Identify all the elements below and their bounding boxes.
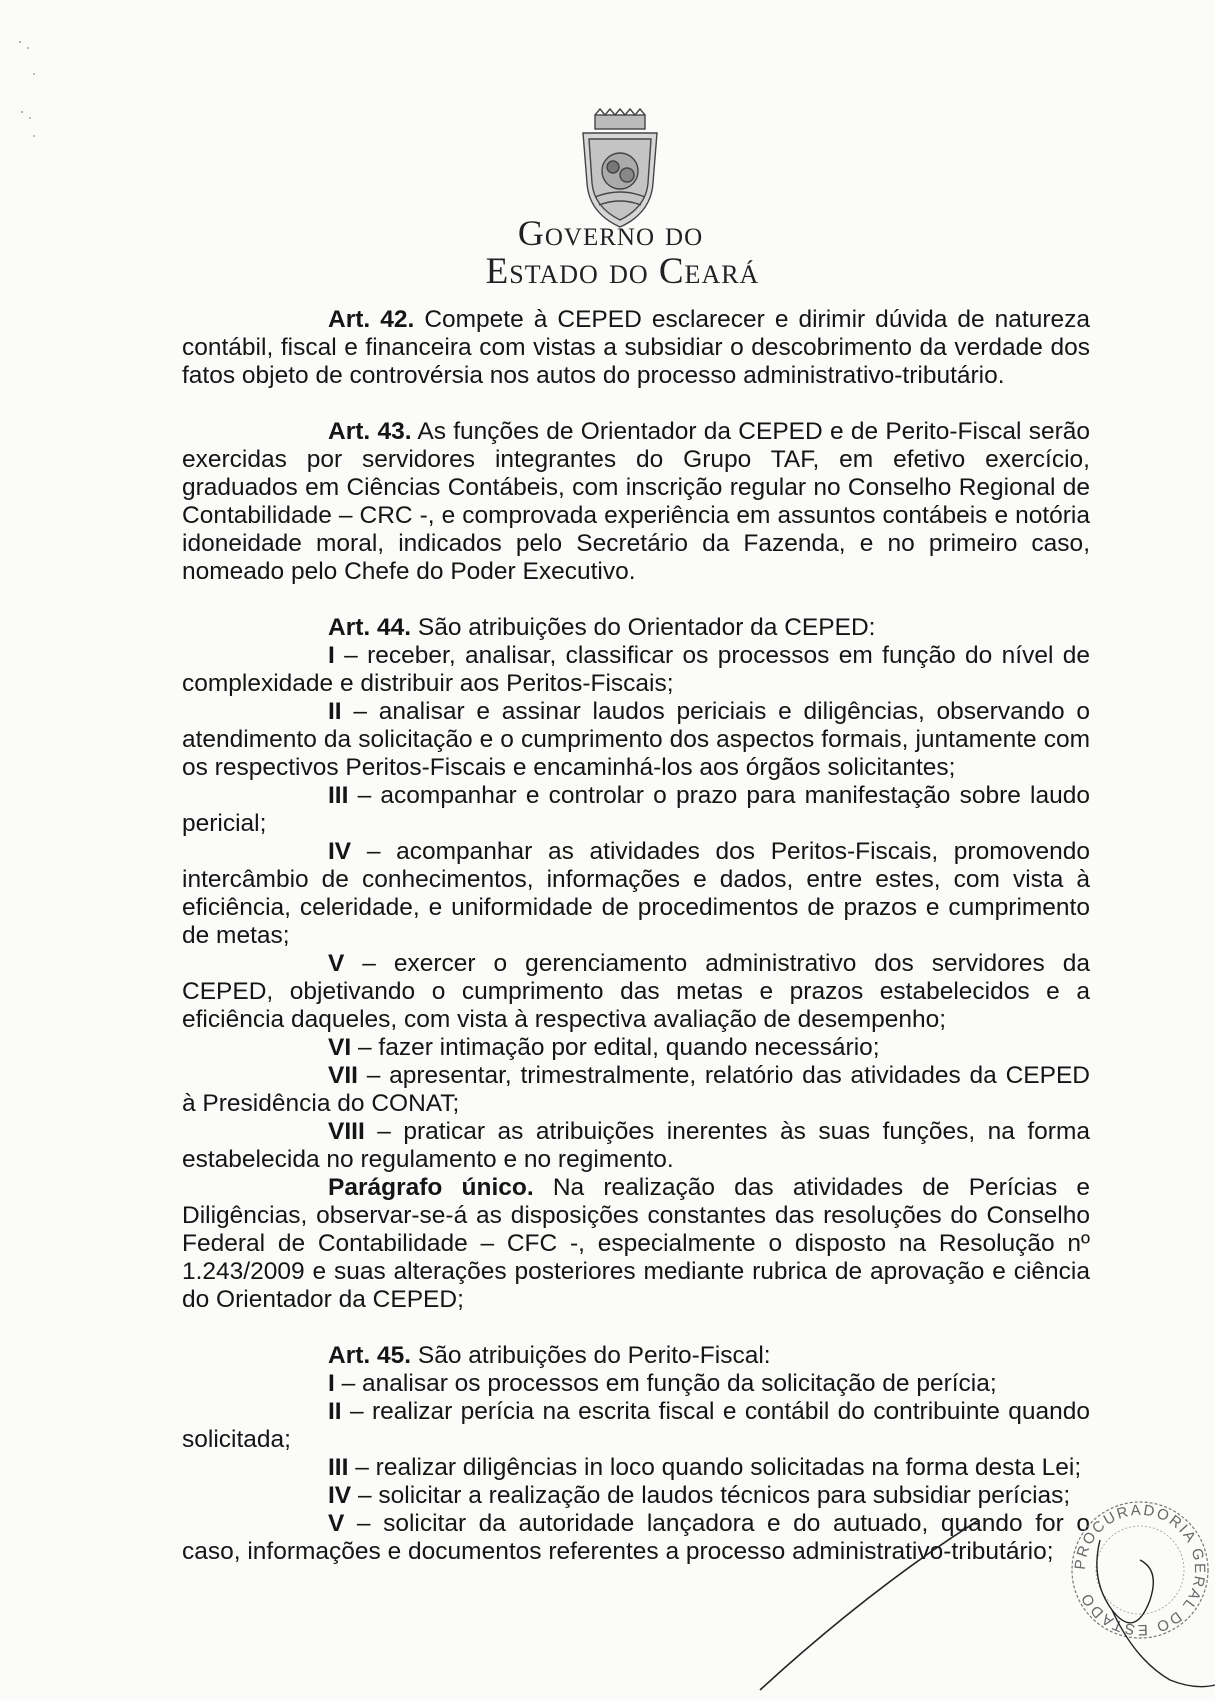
art-42 [182,306,1090,390]
document-body [182,306,1090,1566]
art-44-item: VII – apresentar, trimestralmente, relatório das atividades da CEPED à Presidência do CONAT; [182,1062,1090,1117]
art-44-paragrafo-unico: Parágrafo único. Na realização das atividades de Perícias e Diligências, observar-se-á as disposições constantes das resoluções do Conselho Federal de Contabilidade – CFC -, especialmente o disposto na Resolução nº 1.243/2009 e suas alterações posteriores mediante rubrica de aprovação e ciência do Orientador da CEPED; [182,1174,1091,1313]
art-45 [182,1342,1090,1370]
art-43-label: Art. 43. [328,418,412,445]
signature [740,1520,1215,1700]
art-42-text: Compete à CEPED esclarecer e dirimir dúvida de natureza contábil, fiscal e financeira com vistas a subsidiar o descobrimento da verdade dos fatos objeto de controvérsia nos autos do processo administrativo-tributário. [182,306,1091,389]
art-44-text: São atribuições do Orientador da CEPED: [417,614,876,641]
art-45-text: São atribuições do Perito-Fiscal: [417,1342,771,1369]
art-43-text: As funções de Orientador da CEPED e de Perito-Fiscal serão exercidas por servidores integrantes do Grupo TAF, em efetivo exercício, graduados em Ciências Contábeis, com inscrição regular no Conselho Regional de Contabilidade – CRC -, e comprovada experiência em assuntos contábeis e notória idoneidade moral, indicados pelo Secretário da Fazenda, e no primeiro caso, nomeado pelo Chefe do Poder Executivo. [182,418,1090,585]
art-42-label: Art. 42. [328,306,415,333]
art-44-item: II – analisar e assinar laudos periciais e diligências, observando o atendimento da solicitação e o cumprimento dos aspectos formais, juntamente com os respectivos Peritos-Fiscais e encaminhá-los aos órgãos solicitantes; [182,698,1090,781]
art-45-item: IV – solicitar a realização de laudos técnicos para subsidiar perícias; [328,1482,1071,1509]
art-45-item: V – solicitar da autoridade lançadora e do autuado, quando for o caso, informações e documentos referentes a processo administrativo-tributário; [182,1510,1090,1565]
art-44-item: V – exercer o gerenciamento administrativo dos servidores da CEPED, objetivando o cumprimento das metas e prazos estabelecidos e a eficiência daqueles, com vista à respectiva avaliação de desempenho; [182,950,1090,1033]
art-44 [182,614,1090,642]
art-44-item: VIII – praticar as atribuições inerentes às suas funções, na forma estabelecida no regulamento e no regimento. [182,1118,1090,1173]
art-43 [182,418,1090,586]
art-45-label: Art. 45. [328,1342,412,1369]
scan-specks [0,0,60,160]
art-44-item: III – acompanhar e controlar o prazo para manifestação sobre laudo pericial; [182,782,1090,837]
art-44-label: Art. 44. [328,614,412,641]
stamp-text: PROCURADORIA GERAL DO ESTADO [1071,1501,1209,1639]
art-44-item: I – receber, analisar, classificar os processos em função do nível de complexidade e distribuir aos Peritos-Fiscais; [182,642,1090,697]
art-45-item: I – analisar os processos em função da solicitação de perícia; [328,1370,997,1397]
art-45-item: II – realizar perícia na escrita fiscal e contábil do contribuinte quando solicitada; [182,1398,1090,1453]
header-governo: Governo do [517,213,704,253]
art-45-item: III – realizar diligências in loco quando solicitadas na forma desta Lei; [328,1454,1082,1481]
art-44-item: IV – acompanhar as atividades dos Peritos-Fiscais, promovendo intercâmbio de conhecimentos, informações e dados, entre estes, com vista à eficiência, celeridade, e uniformidade de procedimentos de prazos e cumprimento de metas; [182,838,1090,949]
art-44-item: VI – fazer intimação por edital, quando necessário; [328,1034,880,1061]
header-estado: Estado do Ceará [485,251,760,292]
